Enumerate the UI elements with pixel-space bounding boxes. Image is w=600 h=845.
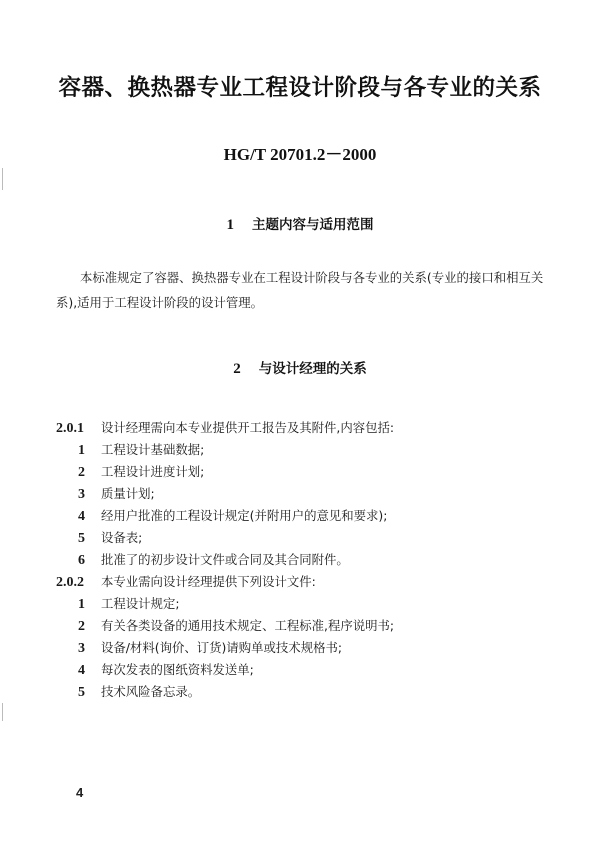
section-number: 2	[233, 361, 241, 377]
paragraph-line: 本标准规定了容器、换热器专业在工程设计阶段与各专业的关系(专业的接口和相互关	[80, 270, 544, 285]
item-number: 3	[78, 641, 85, 656]
clause-number: 2.0.2	[56, 575, 84, 590]
item-text: 工程设计进度计划;	[101, 464, 205, 479]
item-number: 5	[78, 531, 85, 546]
section-title: 与设计经理的关系	[258, 361, 367, 377]
item-text: 有关各类设备的通用技术规定、工程标准,程序说明书;	[101, 618, 395, 633]
item-text: 每次发表的图纸资料发送单;	[101, 662, 254, 677]
list-item	[78, 440, 204, 460]
list-item	[78, 616, 394, 636]
item-number: 6	[78, 553, 85, 568]
page-number: 4	[76, 785, 84, 800]
scan-margin-mark	[2, 168, 3, 190]
section-1-heading	[0, 213, 600, 234]
list-item	[78, 506, 387, 526]
clause-2-0-1	[56, 418, 394, 438]
item-number: 3	[78, 487, 85, 502]
list-item	[78, 660, 254, 680]
item-text: 工程设计基础数据;	[101, 442, 205, 457]
item-text: 批准了的初步设计文件或合同及其合同附件。	[101, 552, 349, 567]
scan-margin-mark	[2, 703, 3, 721]
list-item	[78, 682, 200, 702]
standard-code: HG/T 20701.2－2000	[223, 145, 377, 164]
list-item	[78, 462, 204, 482]
item-text: 技术风险备忘录。	[101, 684, 201, 699]
item-text: 质量计划;	[101, 486, 155, 501]
clause-number: 2.0.1	[56, 421, 84, 436]
item-number: 1	[78, 597, 85, 612]
item-number: 5	[78, 685, 85, 700]
clause-2-0-2	[56, 572, 316, 592]
scope-paragraph	[56, 265, 548, 315]
item-number: 2	[78, 465, 85, 480]
paragraph-line: 系),适用于工程设计阶段的设计管理。	[56, 295, 264, 310]
item-number: 2	[78, 619, 85, 634]
clause-text: 设计经理需向本专业提供开工报告及其附件,内容包括:	[101, 420, 395, 435]
item-number: 4	[78, 509, 85, 524]
list-item	[78, 550, 349, 570]
section-title: 主题内容与适用范围	[252, 217, 374, 233]
item-text: 工程设计规定;	[101, 596, 180, 611]
list-item	[78, 594, 180, 614]
section-number: 1	[226, 217, 234, 233]
clause-text: 本专业需向设计经理提供下列设计文件:	[101, 574, 316, 589]
item-text: 设备表;	[101, 530, 143, 545]
list-item	[78, 528, 142, 548]
item-number: 4	[78, 663, 85, 678]
section-2-heading	[0, 357, 600, 378]
item-number: 1	[78, 443, 85, 458]
list-item	[78, 484, 155, 504]
item-text: 设备/材料(询价、订货)请购单或技术规格书;	[101, 640, 343, 655]
item-text: 经用户批准的工程设计规定(并附用户的意见和要求);	[101, 508, 388, 523]
list-item	[78, 638, 342, 658]
document-title: 容器、换热器专业工程设计阶段与各专业的关系	[58, 75, 542, 101]
